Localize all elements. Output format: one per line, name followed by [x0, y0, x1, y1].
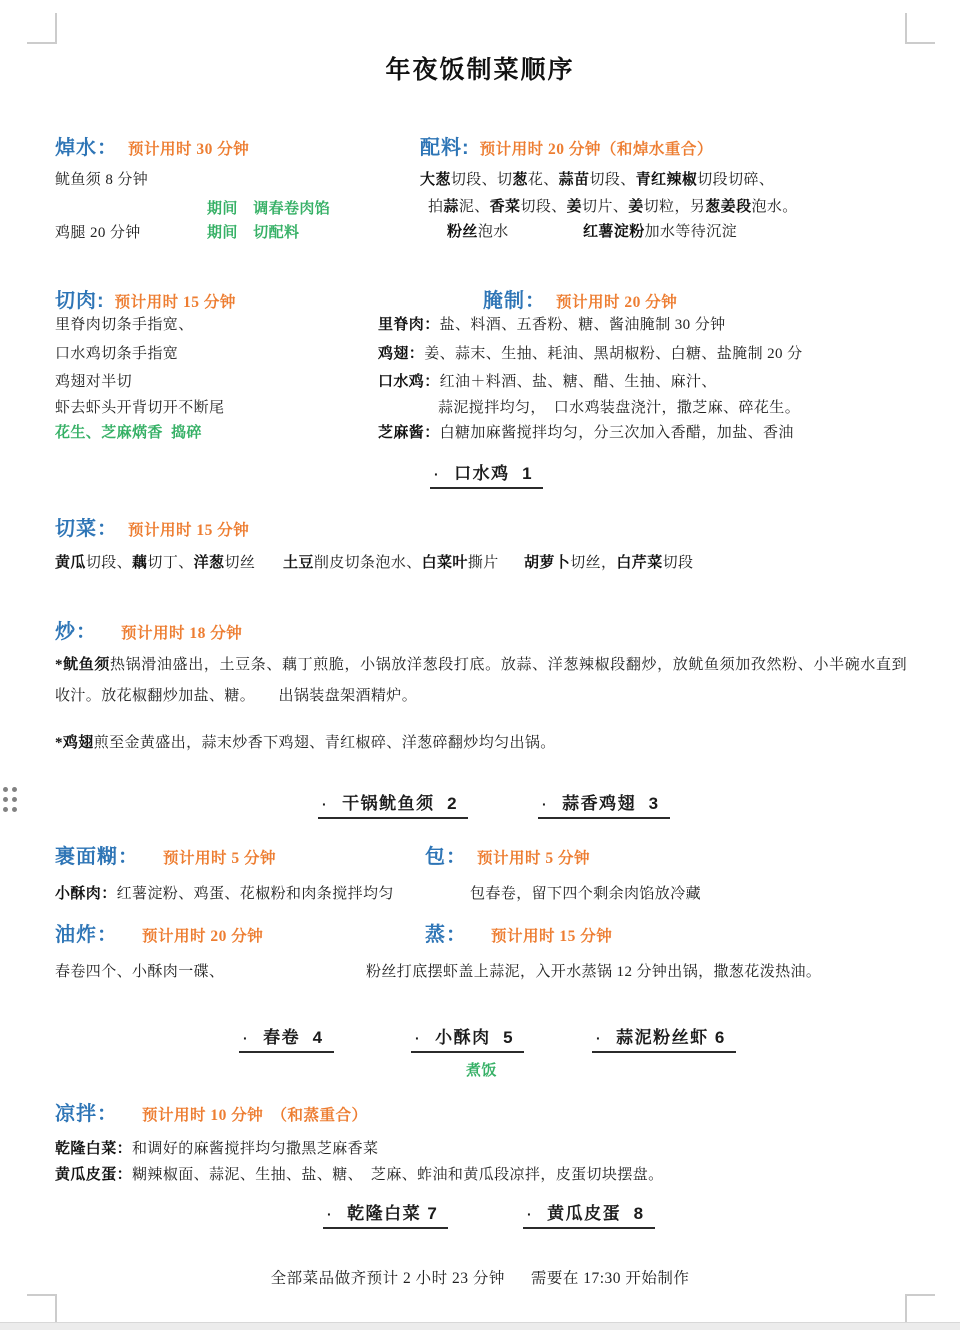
text-run: 葱姜段 [705, 199, 752, 215]
text-run: 红薯淀粉 [583, 224, 645, 240]
section-cutmeat-time: 预计用时 15 分钟 [114, 294, 236, 311]
page-title: 年夜饭制菜顺序 [385, 56, 575, 84]
ingredients-line-starch [583, 220, 737, 241]
section-wrap-time: 预计用时 5 分钟 [477, 850, 591, 867]
marinate-line-chicken-2: 蒜泥搅拌均匀， 口水鸡装盘浇汁，撒芝麻、碎花生。 [438, 400, 801, 416]
text-run: 葱 [512, 172, 528, 188]
stirfry-paragraph-wings [55, 731, 556, 752]
section-wrap-label: 包： [425, 846, 467, 868]
text-run: 泡水。 [751, 199, 798, 215]
dish-label: 乾隆白菜 7 [347, 1204, 439, 1223]
dish-item-chunjuan [239, 1023, 334, 1053]
text-run: 黄瓜 [55, 555, 86, 571]
text-run: 煎至金黄盛出，蒜末炒香下鸡翅、青红椒碎、洋葱碎翻炒均匀出锅。 [93, 735, 556, 751]
dish-label: 蒜香鸡翅 3 [562, 794, 660, 813]
blanch-note-filling: 期间 调春卷肉馅 [207, 201, 331, 217]
section-colddish-label: 凉拌： [55, 1103, 118, 1125]
text-run: 里脊肉： [378, 317, 440, 333]
section-steam-heading [425, 918, 612, 947]
text-run: *鱿鱼须 [55, 657, 111, 673]
text-run: 切粒，另 [643, 199, 706, 215]
text-run: 切丁、 [147, 555, 194, 571]
text-run: 大葱 [420, 172, 451, 188]
stirfry-paragraph-squid [55, 650, 907, 712]
section-wrap-heading [425, 840, 590, 869]
dish-label: 小酥肉 5 [435, 1028, 515, 1047]
text-run: 切段、 [520, 199, 567, 215]
dish-label: 干锅鱿鱼须 2 [342, 794, 459, 813]
marinate-line-chicken [378, 370, 717, 391]
margin-mark-top-left-icon [27, 13, 57, 44]
section-stirfry-label: 炒： [55, 621, 97, 643]
section-deepfry-heading [55, 918, 263, 947]
cutmeat-note-peanut: 花生、芝麻焫香 捣碎 [55, 425, 202, 441]
text-run: 姜 [566, 199, 583, 215]
dish-item-xiaosurou [411, 1023, 524, 1053]
text-run: 胡萝卜 [524, 555, 571, 571]
cutmeat-line-4: 虾去虾头开背切开不断尾 [55, 400, 225, 416]
steam-line: 粉丝打底摆虾盖上蒜泥，入开水蒸锅 12 分钟出锅，撒葱花泼热油。 [366, 964, 822, 980]
colddish-line-cucumber [55, 1163, 664, 1184]
text-run: 撕片 [467, 555, 499, 571]
blanch-note-cutting: 期间 切配料 [207, 225, 300, 241]
text-run: 香菜 [489, 199, 521, 215]
section-cutveg-label: 切菜： [55, 518, 118, 540]
footer-summary [0, 1266, 960, 1288]
text-run: 切段切碎、 [697, 172, 775, 188]
footer-start-time: 需要在 17:30 开始制作 [530, 1270, 690, 1287]
cutveg-segment-3 [524, 551, 693, 572]
margin-mark-bottom-right-icon [905, 1294, 935, 1325]
colddish-line-cabbage [55, 1137, 378, 1158]
bullet-icon: · [542, 796, 549, 812]
text-run: 粉丝 [447, 224, 478, 240]
text-run: 口水鸡： [378, 374, 440, 390]
text-run: 红薯淀粉、鸡蛋、花椒粉和肉条搅拌均匀 [116, 886, 394, 902]
dish-item-koushuiji [430, 459, 543, 489]
drag-handle-dots-icon[interactable] [3, 787, 17, 812]
ingredients-line-noodles [447, 220, 509, 241]
section-colddish-heading [55, 1097, 368, 1126]
text-run: 青红辣椒 [635, 172, 698, 188]
section-blanch-time: 预计用时 30 分钟 [128, 141, 250, 158]
marinate-line-wings [378, 342, 803, 363]
section-cutveg-time: 预计用时 15 分钟 [128, 522, 250, 539]
dish-label: 蒜泥粉丝虾 6 [616, 1028, 726, 1047]
blanch-line-squid: 鱿鱼须 8 分钟 [55, 172, 149, 188]
text-run: 切段、切 [450, 172, 513, 188]
dish-label: 黄瓜皮蛋 8 [547, 1204, 645, 1223]
text-run: 切丝， [570, 555, 617, 571]
marinate-line-sesame [378, 421, 794, 442]
text-run: 红油＋料酒、盐、糖、醋、生抽、麻汁、 [439, 374, 717, 390]
section-deepfry-time: 预计用时 20 分钟 [142, 928, 264, 945]
text-run: 土豆 [283, 555, 314, 571]
wrap-line: 包春卷，留下四个剩余肉馅放冷藏 [470, 886, 702, 902]
text-run: 拍 [428, 199, 444, 215]
ingredients-line-2 [428, 195, 798, 216]
blanch-line-chicken: 鸡腿 20 分钟 [55, 225, 141, 241]
dish-item-suannifensixia [592, 1023, 736, 1053]
section-steam-label: 蒸： [425, 924, 467, 946]
section-marinate-heading [483, 284, 677, 313]
cutmeat-line-2: 口水鸡切条手指宽 [55, 346, 179, 362]
dish-label: 春卷 4 [263, 1028, 324, 1047]
text-run: 乾隆白菜： [55, 1141, 133, 1157]
text-run: *鸡翅 [55, 735, 94, 751]
ingredients-line-1 [420, 168, 774, 189]
section-cutmeat-heading [55, 284, 236, 313]
margin-mark-bottom-left-icon [27, 1294, 57, 1325]
text-run: 盐、料酒、五香粉、糖、酱油腌制 30 分钟 [439, 317, 726, 333]
section-ingredients-time: 预计用时 20 分钟（和焯水重合） [479, 141, 713, 158]
text-run: 热锅滑油盛出，土豆条、藕丁煎脆，小锅放洋葱段打底。放蒜、洋葱辣椒段翻炒，放鱿鱼须加孜然粉、小半碗水直到收汁。放花椒翻炒加盐、糖。 出锅装盘架酒精炉。 [55, 657, 907, 704]
bullet-icon: · [434, 466, 441, 482]
text-run: 糊辣椒面、蒜泥、生抽、盐、糖、 芝麻、蚱油和黄瓜段凉拌，皮蛋切块摆盘。 [132, 1167, 664, 1183]
text-run: 蒜 [443, 199, 459, 215]
section-marinate-label: 腌制： [483, 290, 546, 312]
text-run: 黄瓜皮蛋： [55, 1167, 133, 1183]
dish-item-suanxiangjichi [538, 789, 670, 819]
text-run: 白芹菜 [616, 555, 663, 571]
text-run: 切段、 [589, 172, 636, 188]
bullet-icon: · [243, 1030, 250, 1046]
text-run: 白菜叶 [421, 555, 468, 571]
section-blanch-label: 焯水： [55, 137, 118, 159]
text-run: 白糖加麻酱搅拌均匀，分三次加入香醋，加盐、香油 [439, 425, 794, 441]
rice-note: 煮饭 [466, 1063, 497, 1079]
cutveg-segment-1 [55, 551, 255, 572]
section-cutveg-heading [55, 512, 249, 541]
bullet-icon: · [527, 1206, 534, 1222]
section-steam-time: 预计用时 15 分钟 [491, 928, 613, 945]
section-cutmeat-label: 切肉: [55, 290, 105, 312]
text-run: 加水等待沉淀 [644, 224, 738, 240]
footer-total-time: 全部菜品做齐预计 2 小时 23 分钟 [270, 1270, 505, 1287]
section-blanch-heading [55, 131, 249, 160]
cutmeat-line-3: 鸡翅对半切 [55, 374, 133, 390]
bullet-icon: · [596, 1030, 603, 1046]
section-batter-label: 裹面糊： [55, 846, 139, 868]
cutmeat-line-1: 里脊肉切条手指宽、 [55, 317, 194, 333]
bullet-icon: · [322, 796, 329, 812]
text-run: 姜、蒜末、生抽、耗油、黑胡椒粉、白糖、盐腌制 20 分 [424, 346, 803, 362]
text-run: 藕 [132, 555, 148, 571]
text-run: 削皮切条泡水、 [313, 555, 422, 571]
batter-line [55, 882, 394, 903]
section-stirfry-time: 预计用时 18 分钟 [121, 625, 243, 642]
text-run: 切片、 [582, 199, 629, 215]
dish-item-qianlongbaicai [323, 1199, 448, 1229]
text-run: 花、 [527, 172, 559, 188]
section-stirfry-heading [55, 615, 242, 644]
text-run: 泥、 [458, 199, 490, 215]
text-run: 芝麻酱： [378, 425, 440, 441]
deepfry-line: 春卷四个、小酥肉一碟、 [55, 964, 225, 980]
text-run: 蒜苗 [558, 172, 590, 188]
section-marinate-time: 预计用时 20 分钟 [556, 294, 678, 311]
text-run: 泡水 [477, 224, 509, 240]
text-run: 姜 [628, 199, 644, 215]
marinate-line-pork [378, 313, 726, 334]
text-run: 小酥肉： [55, 886, 117, 902]
cutveg-segment-2 [283, 551, 499, 572]
dish-item-ganguoyouyuxu [318, 789, 468, 819]
margin-mark-top-right-icon [905, 13, 935, 44]
section-colddish-time: 预计用时 10 分钟 （和蒸重合） [142, 1107, 368, 1124]
bullet-icon: · [415, 1030, 422, 1046]
bullet-icon: · [327, 1206, 334, 1222]
dish-item-huangguapidan [523, 1199, 655, 1229]
section-ingredients-label: 配料: [420, 137, 470, 159]
section-deepfry-label: 油炸： [55, 924, 118, 946]
text-run: 切丝 [224, 555, 256, 571]
text-run: 切段 [662, 555, 694, 571]
page-gap-bar [0, 1322, 960, 1330]
text-run: 洋葱 [193, 555, 225, 571]
dish-label: 口水鸡 1 [454, 464, 534, 483]
section-batter-time: 预计用时 5 分钟 [163, 850, 277, 867]
text-run: 鸡翅： [378, 346, 425, 362]
text-run: 切段、 [85, 555, 133, 571]
text-run: 和调好的麻酱搅拌均匀撒黑芝麻香菜 [132, 1141, 379, 1157]
section-batter-heading [55, 840, 276, 869]
section-ingredients-heading [420, 131, 713, 160]
